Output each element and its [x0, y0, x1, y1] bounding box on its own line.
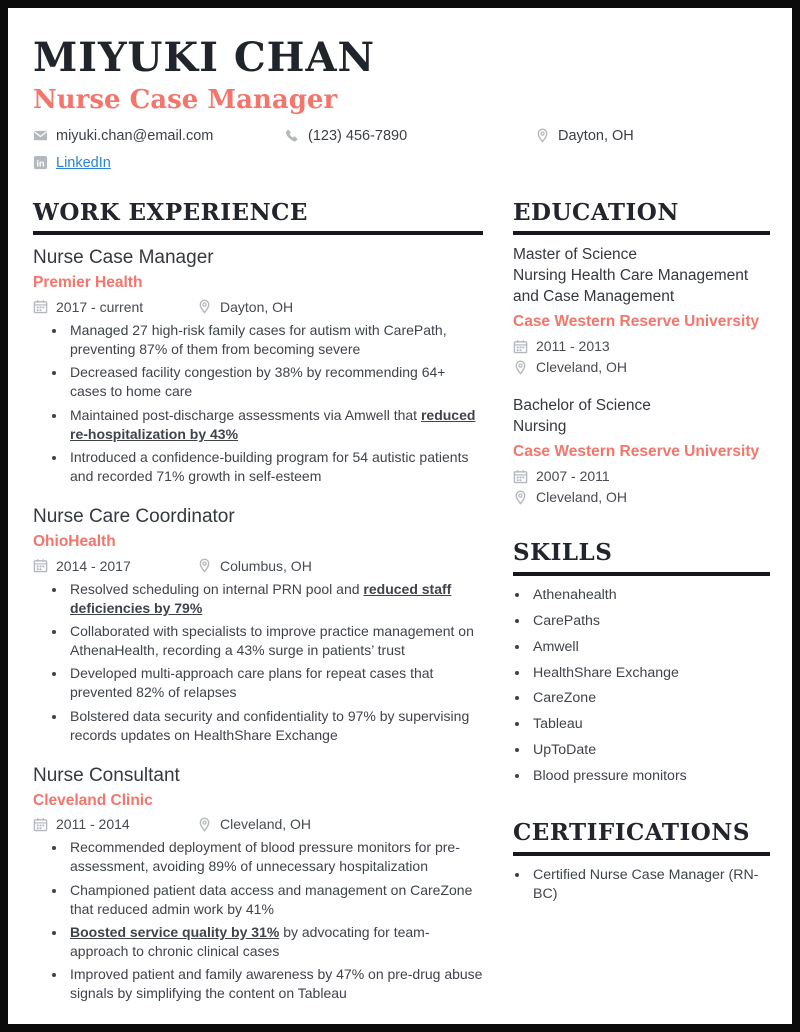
job-title: Nurse Care Coordinator	[33, 506, 235, 528]
company-name: Cleveland Clinic	[33, 791, 153, 809]
job-title: Nurse Consultant	[33, 764, 180, 786]
education-entry	[513, 245, 770, 375]
skill-item: • Tableau	[530, 715, 770, 735]
job-location-text: Columbus, OH	[220, 557, 312, 574]
job-bullet	[67, 707, 483, 745]
bullet-highlight: reduced re-hospitalization by 43%	[70, 406, 476, 442]
svg-text:in: in	[36, 158, 45, 169]
job-entry	[33, 764, 483, 1004]
company-name: Premier Health	[33, 274, 143, 292]
skills-list	[513, 586, 770, 787]
education-location-text: Cleveland, OH	[536, 359, 628, 376]
bullet-highlight: Boosted service quality by 31%	[70, 923, 280, 940]
job-dates	[33, 299, 197, 315]
education-location	[513, 489, 770, 505]
school-name: Case Western Reserve University	[513, 443, 760, 461]
location-pin-icon	[513, 490, 528, 505]
education-section	[513, 199, 770, 505]
certifications-heading: CERTIFICATIONS	[513, 819, 770, 856]
certification-item: • Certified Nurse Case Manager (RN-BC)	[530, 866, 770, 906]
skill-item: • Athenahealth	[530, 586, 770, 606]
school-name: Case Western Reserve University	[513, 313, 760, 331]
calendar-icon	[33, 558, 48, 573]
work-experience-heading: WORK EXPERIENCE	[33, 199, 483, 236]
bullet-text: Developed multi-approach care plans for repeat cases that prevented 82% of relapses	[70, 665, 434, 701]
job-location	[197, 816, 311, 832]
contact-phone-text: (123) 456-7890	[308, 127, 408, 144]
bullet-text: Decreased facility congestion by 38% by recommending 64+ cases to home care	[70, 364, 446, 400]
bullet-text: by advocating for team-approach to chronic clinical cases	[70, 923, 430, 960]
contact-email	[33, 128, 285, 144]
skills-heading: SKILLS	[513, 539, 770, 576]
job-bullets	[33, 580, 483, 745]
job-location-text: Dayton, OH	[220, 298, 294, 315]
location-pin-icon	[513, 360, 528, 375]
job-bullet	[67, 664, 483, 702]
job-bullets	[33, 321, 483, 486]
job-list	[33, 246, 483, 1003]
job-meta	[33, 816, 483, 832]
job-dates-text: 2011 - 2014	[56, 816, 130, 833]
education-list	[513, 245, 770, 505]
job-meta	[33, 299, 483, 315]
calendar-icon	[33, 299, 48, 314]
person-job-title: Nurse Case Manager	[33, 85, 338, 115]
job-dates-text: 2017 - current	[56, 298, 144, 315]
field-of-study: Nursing	[513, 418, 567, 436]
bullet-text: Introduced a confidence-building program for 54 autistic patients and recorded 71% growth in self-esteem	[70, 448, 469, 485]
job-bullet	[67, 406, 483, 444]
certifications-section	[513, 819, 770, 905]
education-heading: EDUCATION	[513, 199, 770, 236]
contact-row-2	[33, 155, 770, 171]
work-experience-section	[33, 199, 483, 1004]
job-location	[197, 299, 293, 315]
skill-item: • UpToDate	[530, 741, 770, 761]
location-pin-icon	[535, 128, 550, 143]
job-bullet	[67, 923, 483, 961]
degree-name: Master of Science	[513, 246, 638, 264]
education-entry	[513, 396, 770, 505]
email-icon	[33, 128, 48, 143]
contact-email-text: miyuki.chan@email.com	[56, 127, 214, 144]
resume-page	[8, 8, 792, 1024]
skill-item: • Blood pressure monitors	[530, 767, 770, 787]
job-bullet	[67, 881, 483, 919]
contact-linkedin	[33, 155, 111, 171]
bullet-text: Championed patient data access and management on CareZone that reduced admin work by 41%	[70, 881, 473, 917]
job-entry	[33, 246, 483, 486]
certifications-list	[513, 866, 770, 906]
skill-item: • CareZone	[530, 689, 770, 709]
job-bullet	[67, 448, 483, 486]
education-location-text: Cleveland, OH	[536, 489, 628, 506]
bullet-text: Bolstered data security and confidentiality to 97% by supervising records updates on HealthShare Exchange	[70, 707, 470, 743]
calendar-icon	[33, 817, 48, 832]
degree-name: Bachelor of Science	[513, 397, 651, 415]
job-bullet	[67, 321, 483, 359]
education-dates-text: 2007 - 2011	[536, 468, 610, 485]
bullet-text: Resolved scheduling on internal PRN pool and	[70, 580, 364, 597]
job-location	[197, 558, 312, 574]
bullet-text: Maintained post-discharge assessments via Amwell that	[70, 406, 421, 423]
job-bullet	[67, 965, 483, 1003]
contact-location-text: Dayton, OH	[558, 127, 634, 144]
field-of-study: Nursing Health Care Management and Case Management	[513, 267, 749, 306]
company-name: OhioHealth	[33, 532, 116, 550]
job-bullet	[67, 363, 483, 401]
education-dates-text: 2011 - 2013	[536, 338, 610, 355]
skill-item: • Amwell	[530, 638, 770, 658]
job-dates-text: 2014 - 2017	[56, 557, 131, 574]
skill-item: • CarePaths	[530, 612, 770, 632]
job-bullet	[67, 838, 483, 876]
phone-icon	[285, 128, 300, 143]
bullet-text: Improved patient and family awareness by 47% on pre-drug abuse signals by simplifying the content on Tableau	[70, 966, 483, 1002]
resume-columns	[33, 199, 770, 1008]
skill-item: • HealthShare Exchange	[530, 664, 770, 684]
linkedin-link[interactable]: LinkedIn	[56, 154, 111, 171]
location-pin-icon	[197, 299, 212, 314]
calendar-icon	[513, 339, 528, 354]
bullet-highlight: reduced staff deficiencies by 79%	[70, 580, 452, 616]
resume-header	[33, 36, 770, 171]
contact-location	[535, 128, 634, 144]
location-pin-icon	[197, 817, 212, 832]
bullet-text: Recommended deployment of blood pressure monitors for pre-assessment, avoiding 89% of unnecessary hospitalization	[70, 839, 460, 875]
job-dates	[33, 558, 197, 574]
job-bullet	[67, 622, 483, 660]
job-entry	[33, 505, 483, 745]
right-column	[513, 199, 770, 1008]
education-dates	[513, 468, 770, 484]
contact-phone	[285, 128, 535, 144]
bullet-text: Managed 27 high-risk family cases for autism with CarePath, preventing 87% of them from becoming severe	[70, 321, 447, 357]
job-location-text: Cleveland, OH	[220, 816, 312, 833]
linkedin-icon	[33, 155, 48, 170]
skills-section	[513, 539, 770, 787]
person-name: MIYUKI CHAN	[33, 34, 376, 81]
bullet-text: Collaborated with specialists to improve practice management on AthenaHealth, recording a 43% surge in patients’ trust	[70, 622, 474, 659]
job-bullet	[67, 580, 483, 618]
job-bullets	[33, 838, 483, 1003]
job-title: Nurse Case Manager	[33, 247, 214, 269]
job-meta	[33, 558, 483, 574]
contact-row-1	[33, 128, 770, 144]
location-pin-icon	[197, 558, 212, 573]
calendar-icon	[513, 469, 528, 484]
education-location	[513, 359, 770, 375]
education-dates	[513, 338, 770, 354]
job-dates	[33, 816, 197, 832]
left-column	[33, 199, 483, 1008]
